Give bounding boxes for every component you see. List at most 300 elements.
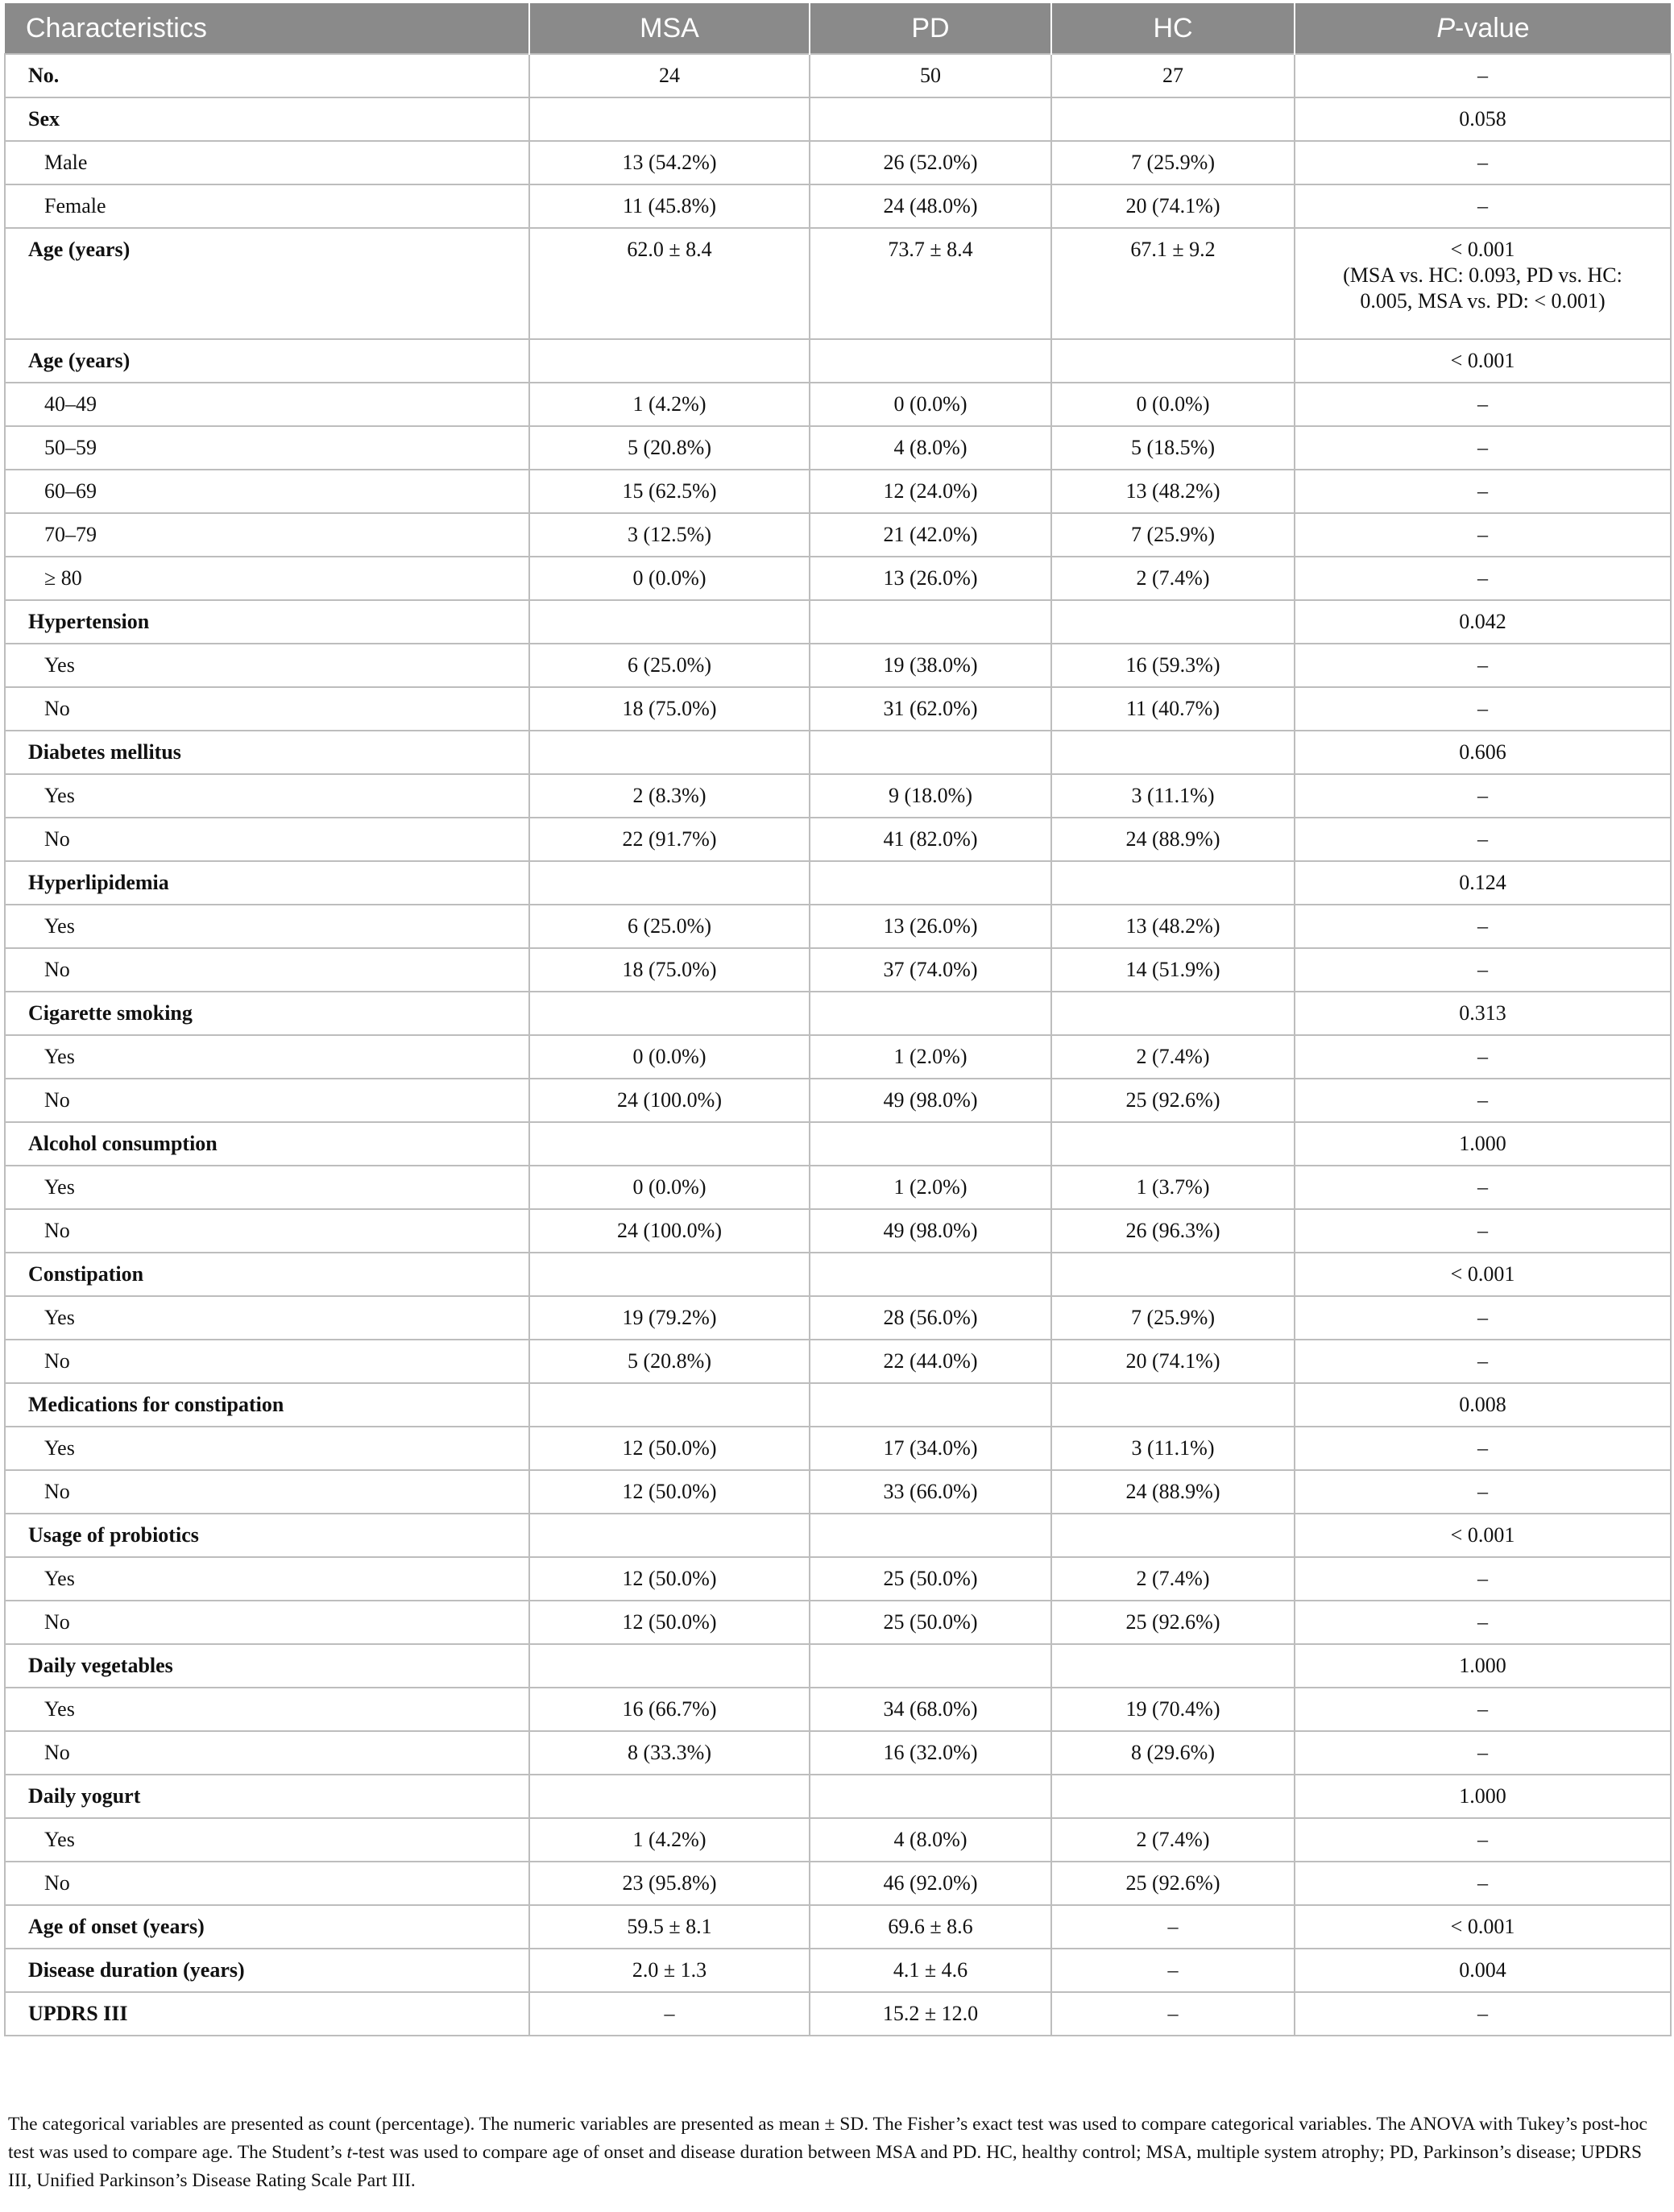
pd-cell xyxy=(810,1992,1051,2036)
pd-value: 46 (92.0%) xyxy=(883,1871,978,1895)
hc-cell xyxy=(1051,470,1295,513)
hc-value: 2 (7.4%) xyxy=(1136,1045,1210,1068)
row-label-cell xyxy=(5,1818,529,1862)
header-p-italic: P xyxy=(1436,12,1456,43)
pd-cell xyxy=(810,426,1051,470)
hc-value xyxy=(1052,601,1294,617)
pd-cell xyxy=(810,948,1051,992)
p-value: – xyxy=(1477,1045,1488,1068)
row-label-cell xyxy=(5,1644,529,1688)
hc-value xyxy=(1052,1253,1294,1270)
pd-value xyxy=(810,731,1050,748)
msa-value: 0 (0.0%) xyxy=(632,1175,706,1199)
row-label: ≥ 80 xyxy=(44,566,82,590)
p-value: < 0.001 xyxy=(1450,349,1515,372)
table-row xyxy=(5,339,1671,383)
table-row xyxy=(5,861,1671,905)
hc-value: 0 (0.0%) xyxy=(1136,392,1210,416)
hc-value: 25 (92.6%) xyxy=(1125,1610,1220,1634)
hc-value xyxy=(1052,862,1294,878)
msa-cell xyxy=(529,383,810,426)
row-label-cell xyxy=(5,339,529,383)
msa-cell xyxy=(529,861,810,905)
row-label-cell xyxy=(5,1514,529,1557)
msa-value: 0 (0.0%) xyxy=(632,566,706,590)
pd-value: 17 (34.0%) xyxy=(883,1436,978,1460)
pd-cell xyxy=(810,1557,1051,1601)
row-label-cell xyxy=(5,1992,529,2036)
hc-cell xyxy=(1051,426,1295,470)
hc-value: – xyxy=(1167,1915,1179,1938)
table-row xyxy=(5,54,1671,97)
msa-cell xyxy=(529,905,810,948)
row-label: No xyxy=(44,958,70,981)
row-label-cell xyxy=(5,1862,529,1905)
hc-cell xyxy=(1051,1949,1295,1992)
row-label-cell xyxy=(5,54,529,97)
pd-value: 13 (26.0%) xyxy=(883,914,978,938)
msa-cell xyxy=(529,1383,810,1427)
msa-value: 59.5 ± 8.1 xyxy=(627,1915,712,1938)
hc-value: 19 (70.4%) xyxy=(1125,1697,1220,1721)
table-row xyxy=(5,97,1671,141)
pd-cell xyxy=(810,1122,1051,1166)
msa-value: 24 (100.0%) xyxy=(617,1088,722,1112)
table-row xyxy=(5,383,1671,426)
pd-cell xyxy=(810,557,1051,600)
hc-cell xyxy=(1051,339,1295,383)
pd-cell xyxy=(810,1514,1051,1557)
row-label: Yes xyxy=(44,1175,75,1199)
p-value: 0.606 xyxy=(1459,740,1506,764)
pd-cell xyxy=(810,992,1051,1035)
pd-value xyxy=(810,862,1050,878)
pd-value: 1 (2.0%) xyxy=(893,1175,968,1199)
header-pd: PD xyxy=(810,3,1051,54)
pd-value: 28 (56.0%) xyxy=(883,1306,978,1329)
table-row xyxy=(5,948,1671,992)
hc-value: 11 (40.7%) xyxy=(1125,697,1220,720)
msa-value: 1 (4.2%) xyxy=(632,1828,706,1851)
row-label: Yes xyxy=(44,784,75,807)
pd-cell xyxy=(810,818,1051,861)
table-row xyxy=(5,1035,1671,1079)
row-label-cell xyxy=(5,774,529,818)
msa-value xyxy=(530,731,809,748)
table-row xyxy=(5,1731,1671,1775)
msa-value: 12 (50.0%) xyxy=(622,1436,717,1460)
hc-cell xyxy=(1051,1644,1295,1688)
msa-value: 1 (4.2%) xyxy=(632,392,706,416)
hc-value xyxy=(1052,98,1294,114)
msa-value: 5 (20.8%) xyxy=(628,436,711,459)
header-row xyxy=(5,3,1671,54)
row-label: Daily vegetables xyxy=(28,1654,173,1677)
row-label-cell xyxy=(5,818,529,861)
hc-value xyxy=(1052,992,1294,1009)
hc-value: 24 (88.9%) xyxy=(1125,827,1220,851)
hc-value: 8 (29.6%) xyxy=(1131,1741,1215,1764)
msa-value xyxy=(530,1253,809,1270)
msa-value xyxy=(530,601,809,617)
p-value: – xyxy=(1477,64,1488,87)
pd-cell xyxy=(810,1470,1051,1514)
p-value: – xyxy=(1477,653,1488,677)
row-label: Yes xyxy=(44,1306,75,1329)
p-value: 1.000 xyxy=(1459,1654,1506,1677)
pd-value: 31 (62.0%) xyxy=(883,697,978,720)
table-row xyxy=(5,1209,1671,1253)
hc-cell xyxy=(1051,1079,1295,1122)
msa-cell xyxy=(529,1122,810,1166)
table-row xyxy=(5,1644,1671,1688)
row-label-cell xyxy=(5,1253,529,1296)
msa-cell xyxy=(529,948,810,992)
p-value: 0.042 xyxy=(1459,610,1506,633)
row-label-cell xyxy=(5,600,529,644)
table-row xyxy=(5,1427,1671,1470)
msa-cell xyxy=(529,1992,810,2036)
msa-cell xyxy=(529,339,810,383)
pd-value: 24 (48.0%) xyxy=(883,194,978,217)
table-row xyxy=(5,731,1671,774)
table-row xyxy=(5,228,1671,339)
msa-cell xyxy=(529,1166,810,1209)
p-value-cell xyxy=(1295,1644,1671,1688)
hc-cell xyxy=(1051,861,1295,905)
msa-value: 24 (100.0%) xyxy=(617,1219,722,1242)
pd-value: 34 (68.0%) xyxy=(883,1697,978,1721)
hc-cell xyxy=(1051,1122,1295,1166)
pd-value: 16 (32.0%) xyxy=(883,1741,978,1764)
pd-cell xyxy=(810,141,1051,184)
msa-value xyxy=(530,340,809,356)
p-value: – xyxy=(1477,1088,1488,1112)
msa-value: 6 (25.0%) xyxy=(628,653,711,677)
pd-value xyxy=(810,340,1050,356)
pd-value: 73.7 ± 8.4 xyxy=(888,238,973,261)
msa-value: 8 (33.3%) xyxy=(628,1741,711,1764)
row-label-cell xyxy=(5,1079,529,1122)
msa-cell xyxy=(529,426,810,470)
hc-value: 2 (7.4%) xyxy=(1136,566,1210,590)
pd-cell xyxy=(810,97,1051,141)
hc-cell xyxy=(1051,1340,1295,1383)
table-row xyxy=(5,687,1671,731)
row-label: Yes xyxy=(44,653,75,677)
row-label-cell xyxy=(5,426,529,470)
p-value: – xyxy=(1477,784,1488,807)
msa-cell xyxy=(529,1427,810,1470)
pd-value: 37 (74.0%) xyxy=(883,958,978,981)
footnote-part1: The categorical variables are presented as count (percentage). The numeric variables are presented as mean ± SD. The Fisher’s exact test was used to compare categorical variables. The ANOVA with Tukey’s post-hoc test was used to compare age. The Student’s xyxy=(8,2114,1647,2163)
msa-cell xyxy=(529,557,810,600)
hc-cell xyxy=(1051,948,1295,992)
msa-value: 19 (79.2%) xyxy=(622,1306,717,1329)
header-msa: MSA xyxy=(529,3,810,54)
pd-value: 4 (8.0%) xyxy=(893,1828,968,1851)
row-label: Alcohol consumption xyxy=(28,1132,218,1155)
row-label-cell xyxy=(5,557,529,600)
table-row xyxy=(5,426,1671,470)
hc-value xyxy=(1052,731,1294,748)
p-value-cell xyxy=(1295,1818,1671,1862)
hc-value: 5 (18.5%) xyxy=(1131,436,1215,459)
pd-cell xyxy=(810,687,1051,731)
pd-value: 41 (82.0%) xyxy=(883,827,978,851)
p-value: – xyxy=(1477,151,1488,174)
row-label: Disease duration (years) xyxy=(28,1958,245,1982)
pd-value: 26 (52.0%) xyxy=(883,151,978,174)
footnote-t-italic: t xyxy=(346,2142,353,2163)
row-label: No xyxy=(44,827,70,851)
hc-cell xyxy=(1051,1253,1295,1296)
pd-cell xyxy=(810,1775,1051,1818)
row-label: 70–79 xyxy=(44,523,97,546)
row-label-cell xyxy=(5,1688,529,1731)
row-label: No xyxy=(44,1741,70,1764)
row-label-cell xyxy=(5,1775,529,1818)
table-row xyxy=(5,1818,1671,1862)
p-value-cell xyxy=(1295,1296,1671,1340)
p-value: – xyxy=(1477,1697,1488,1721)
hc-cell xyxy=(1051,97,1295,141)
p-value-cell xyxy=(1295,1862,1671,1905)
msa-cell xyxy=(529,1601,810,1644)
row-label: Male xyxy=(44,151,88,174)
msa-cell xyxy=(529,97,810,141)
row-label: Yes xyxy=(44,1567,75,1590)
p-value-cell xyxy=(1295,600,1671,644)
row-label: Yes xyxy=(44,1828,75,1851)
pd-value: 1 (2.0%) xyxy=(893,1045,968,1068)
pd-cell xyxy=(810,1340,1051,1383)
hc-cell xyxy=(1051,1427,1295,1470)
msa-value: 22 (91.7%) xyxy=(622,827,717,851)
row-label: Female xyxy=(44,194,106,217)
pd-value: 0 (0.0%) xyxy=(893,392,968,416)
hc-cell xyxy=(1051,687,1295,731)
table-row xyxy=(5,818,1671,861)
msa-cell xyxy=(529,228,810,339)
hc-value: – xyxy=(1167,2002,1179,2025)
p-value-cell xyxy=(1295,1340,1671,1383)
pd-cell xyxy=(810,1688,1051,1731)
hc-value: 3 (11.1%) xyxy=(1131,784,1215,807)
pd-value xyxy=(810,601,1050,617)
row-label: No xyxy=(44,1219,70,1242)
p-value-cell xyxy=(1295,1122,1671,1166)
pd-value: 4 (8.0%) xyxy=(893,436,968,459)
table-row xyxy=(5,1166,1671,1209)
table-row xyxy=(5,1514,1671,1557)
msa-value: 6 (25.0%) xyxy=(628,914,711,938)
hc-value: 20 (74.1%) xyxy=(1125,194,1220,217)
table-row xyxy=(5,1992,1671,2036)
msa-cell xyxy=(529,644,810,687)
pd-value: 25 (50.0%) xyxy=(883,1610,978,1634)
hc-cell xyxy=(1051,1862,1295,1905)
row-label-cell xyxy=(5,1601,529,1644)
hc-value: 27 xyxy=(1162,64,1183,87)
pd-value xyxy=(810,1645,1050,1661)
row-label-cell xyxy=(5,905,529,948)
row-label-cell xyxy=(5,184,529,228)
hc-value: 1 (3.7%) xyxy=(1136,1175,1210,1199)
hc-value: 13 (48.2%) xyxy=(1125,479,1220,503)
msa-cell xyxy=(529,1862,810,1905)
hc-cell xyxy=(1051,818,1295,861)
hc-value xyxy=(1052,1645,1294,1661)
hc-cell xyxy=(1051,1905,1295,1949)
msa-cell xyxy=(529,1514,810,1557)
hc-value xyxy=(1052,1775,1294,1792)
p-value-cell xyxy=(1295,1209,1671,1253)
p-value-line: < 0.001 xyxy=(1450,238,1515,261)
row-label-cell xyxy=(5,861,529,905)
pd-cell xyxy=(810,1427,1051,1470)
msa-cell xyxy=(529,470,810,513)
table-row xyxy=(5,557,1671,600)
table-row xyxy=(5,1949,1671,1992)
hc-value: 20 (74.1%) xyxy=(1125,1349,1220,1373)
pd-cell xyxy=(810,1644,1051,1688)
hc-value: 25 (92.6%) xyxy=(1125,1871,1220,1895)
p-value-cell xyxy=(1295,228,1671,339)
pd-cell xyxy=(810,731,1051,774)
pd-value xyxy=(810,992,1050,1009)
hc-cell xyxy=(1051,383,1295,426)
row-label-cell xyxy=(5,1035,529,1079)
msa-cell xyxy=(529,1905,810,1949)
table-row xyxy=(5,992,1671,1035)
pd-value: 50 xyxy=(920,64,941,87)
row-label: Constipation xyxy=(28,1262,144,1286)
pd-cell xyxy=(810,600,1051,644)
table-row xyxy=(5,1383,1671,1427)
pd-cell xyxy=(810,54,1051,97)
p-value-cell xyxy=(1295,687,1671,731)
msa-value xyxy=(530,992,809,1009)
row-label-cell xyxy=(5,1905,529,1949)
p-value-cell xyxy=(1295,1166,1671,1209)
hc-cell xyxy=(1051,1731,1295,1775)
msa-cell xyxy=(529,1775,810,1818)
msa-value: 0 (0.0%) xyxy=(632,1045,706,1068)
hc-cell xyxy=(1051,731,1295,774)
pd-value: 15.2 ± 12.0 xyxy=(882,2002,979,2025)
row-label: Usage of probiotics xyxy=(28,1523,199,1547)
p-value: 1.000 xyxy=(1459,1132,1506,1155)
pd-cell xyxy=(810,1731,1051,1775)
p-value: – xyxy=(1477,1871,1488,1895)
msa-value: 18 (75.0%) xyxy=(622,697,717,720)
row-label: No xyxy=(44,1480,70,1503)
p-value-cell xyxy=(1295,1992,1671,2036)
table-row xyxy=(5,1862,1671,1905)
msa-value: 3 (12.5%) xyxy=(628,523,711,546)
pd-value: 21 (42.0%) xyxy=(883,523,978,546)
pd-value xyxy=(810,1123,1050,1139)
p-value: – xyxy=(1477,958,1488,981)
hc-value: 67.1 ± 9.2 xyxy=(1130,238,1216,261)
msa-value xyxy=(530,862,809,878)
p-value-cell xyxy=(1295,184,1671,228)
pd-value: 4.1 ± 4.6 xyxy=(893,1958,968,1982)
p-value: – xyxy=(1477,914,1488,938)
hc-cell xyxy=(1051,1383,1295,1427)
table-row xyxy=(5,1775,1671,1818)
row-label: Age of onset (years) xyxy=(28,1915,205,1938)
pd-cell xyxy=(810,184,1051,228)
pd-cell xyxy=(810,513,1051,557)
hc-value xyxy=(1052,1123,1294,1139)
row-label: Sex xyxy=(28,107,60,130)
row-label-cell xyxy=(5,1949,529,1992)
row-label-cell xyxy=(5,97,529,141)
table-row xyxy=(5,1601,1671,1644)
row-label: Diabetes mellitus xyxy=(28,740,181,764)
p-value: 1.000 xyxy=(1459,1784,1506,1808)
msa-cell xyxy=(529,54,810,97)
pd-value: 12 (24.0%) xyxy=(883,479,978,503)
pd-value: 22 (44.0%) xyxy=(883,1349,978,1373)
row-label: Daily yogurt xyxy=(28,1784,141,1808)
msa-value: 62.0 ± 8.4 xyxy=(627,238,712,261)
hc-value: 13 (48.2%) xyxy=(1125,914,1220,938)
footnote-part2: -test was used to compare age of onset and disease duration between MSA and PD. HC, healthy control; MSA, multiple system atrophy; PD, Parkinson’s disease; UPDRS III, Unified Parkinson’s Disease Rating Scale Part III. xyxy=(8,2142,1643,2191)
msa-cell xyxy=(529,1818,810,1862)
hc-cell xyxy=(1051,600,1295,644)
table-row xyxy=(5,1340,1671,1383)
hc-cell xyxy=(1051,1992,1295,2036)
pd-cell xyxy=(810,1601,1051,1644)
p-value-line: 0.005, MSA vs. PD: < 0.001) xyxy=(1360,289,1606,313)
msa-cell xyxy=(529,1470,810,1514)
pd-cell xyxy=(810,339,1051,383)
table-row xyxy=(5,1905,1671,1949)
msa-cell xyxy=(529,1079,810,1122)
msa-value xyxy=(530,1775,809,1792)
p-value: – xyxy=(1477,827,1488,851)
hc-cell xyxy=(1051,184,1295,228)
hc-value: 7 (25.9%) xyxy=(1131,1306,1215,1329)
msa-cell xyxy=(529,1731,810,1775)
msa-value xyxy=(530,1123,809,1139)
msa-cell xyxy=(529,1035,810,1079)
pd-cell xyxy=(810,1296,1051,1340)
hc-cell xyxy=(1051,1775,1295,1818)
table-row xyxy=(5,1470,1671,1514)
table-row xyxy=(5,905,1671,948)
msa-value: 2.0 ± 1.3 xyxy=(632,1958,707,1982)
row-label-cell xyxy=(5,383,529,426)
hc-cell xyxy=(1051,141,1295,184)
msa-value: 12 (50.0%) xyxy=(622,1610,717,1634)
row-label-cell xyxy=(5,1340,529,1383)
msa-value xyxy=(530,98,809,114)
pd-value xyxy=(810,1514,1050,1531)
hc-value xyxy=(1052,1514,1294,1531)
row-label-cell xyxy=(5,228,529,339)
pd-cell xyxy=(810,905,1051,948)
p-value: – xyxy=(1477,1567,1488,1590)
p-value-cell xyxy=(1295,1514,1671,1557)
row-label-cell xyxy=(5,470,529,513)
hc-value xyxy=(1052,1384,1294,1400)
table-row xyxy=(5,644,1671,687)
hc-value: 2 (7.4%) xyxy=(1136,1828,1210,1851)
